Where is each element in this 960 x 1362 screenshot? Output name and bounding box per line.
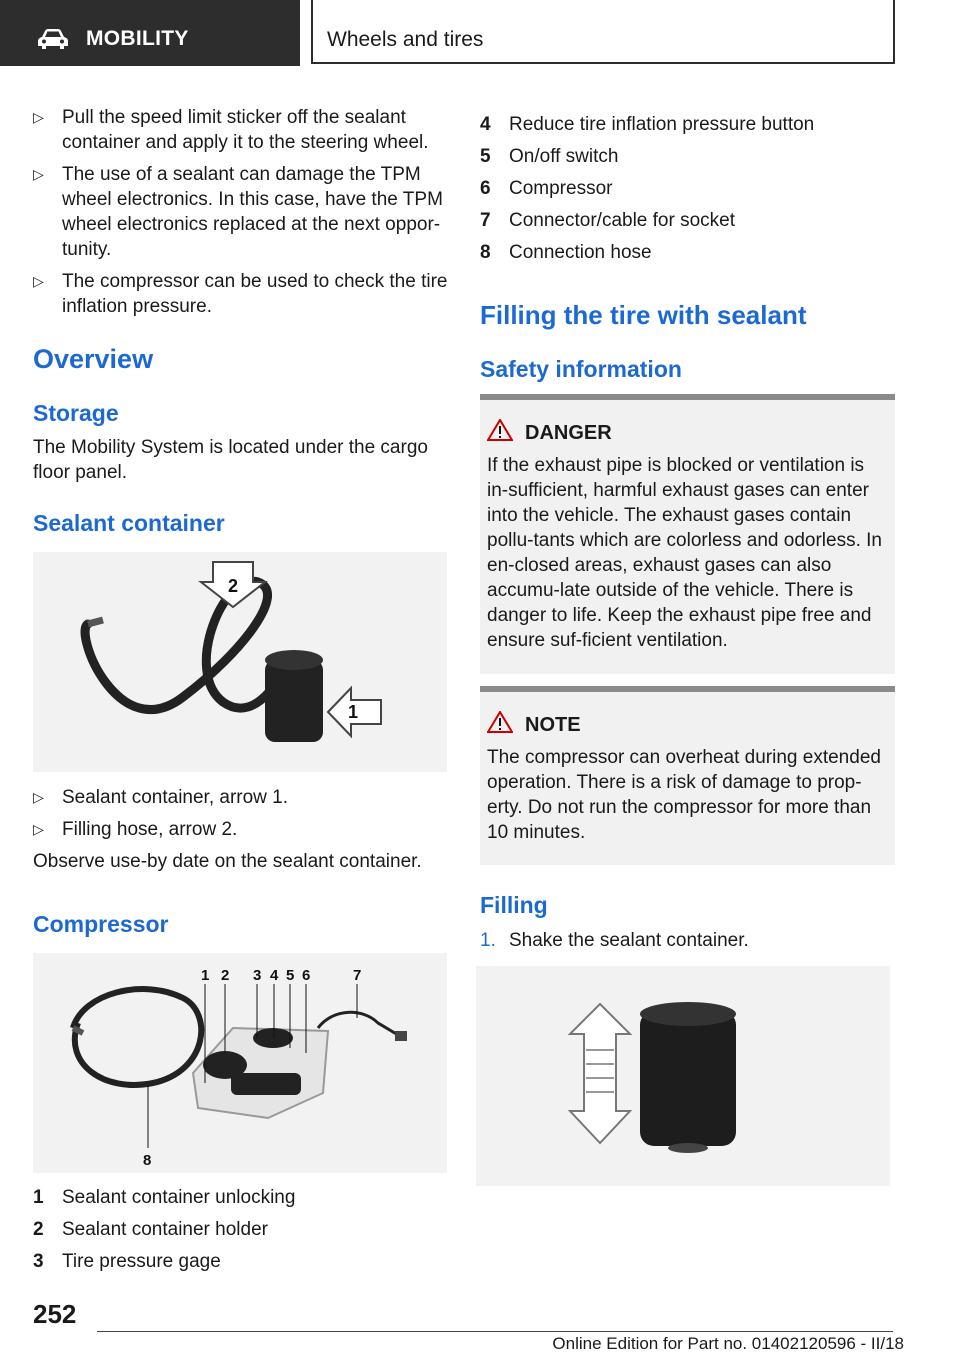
component-list-left [33,1185,453,1281]
callout-label: 8 [143,1152,152,1169]
step-number: 1. [480,930,496,951]
shake-container-figure [476,966,890,1186]
danger-text: If the exhaust pipe is blocked or ventilation is in-sufficient, harmful exhaust gases can enter into the vehicle. The exhaust gases contain pollu-tants which are colorless and odorless. In en-closed areas, exhaust gases can also accumu-late outside of the vehicle. There is danger to life. Keep the exhaust pipe free and ensure suf-ficient ventilation. [487,455,882,651]
callout-label: 1 [201,967,210,984]
sealant-container-illustration [33,552,447,772]
compressor-heading: Compressor [33,911,169,937]
triangle-bullet-icon: ▷ [33,109,44,125]
callout-label: 5 [286,967,295,984]
step-item [480,928,749,953]
filling-heading: Filling the tire with sealant [480,300,807,330]
danger-title: DANGER [525,422,887,445]
callout-label: 3 [253,967,262,984]
triangle-bullet-icon: ▷ [33,166,44,182]
arrow-label: 2 [227,576,239,596]
edition-text: Online Edition for Part no. 01402120596 - II/18 [552,1334,904,1353]
sealant-note: Observe use-by date on the sealant container. [33,851,422,872]
overview-heading: Overview [33,344,154,374]
compressor-illustration [33,953,447,1173]
callout-label: 6 [302,967,311,984]
footer-divider [97,1331,893,1332]
compressor-figure [33,953,447,1173]
callout-label: 2 [221,967,230,984]
section-tab [0,0,300,66]
callout-label: 4 [270,967,279,984]
storage-heading: Storage [33,400,119,426]
filling-subheading: Filling [480,892,548,918]
triangle-bullet-icon: ▷ [33,789,44,805]
left-column [33,105,453,326]
chapter-tab [311,0,895,64]
list-item: ▷ The use of a sealant can damage the TPM wheel electronics. In this case, have the TPM wheel electronics replaced at the next oppor-tunity. [33,164,443,260]
warning-icon [487,419,513,441]
note-title: NOTE [525,714,887,737]
list-item: 5 On/off switch [480,146,619,167]
arrow-label: 1 [347,702,359,722]
list-item: ▷ Sealant container, arrow 1. [33,787,289,808]
chapter-title: Wheels and tires [327,28,484,51]
note-text: The compressor can overheat during extended operation. There is a risk of damage to prop-erty. Do not run the compressor for more than 10 minutes. [487,747,881,843]
note-box [480,686,895,865]
triangle-bullet-icon: ▷ [33,821,44,837]
list-item: ▷ Pull the speed limit sticker off the sealant container and apply it to the steering wheel. [33,107,429,153]
section-title: MOBILITY [86,27,189,50]
step-text: Shake the sealant container. [509,930,749,951]
sealant-heading: Sealant container [33,510,225,536]
shake-illustration [476,966,890,1186]
danger-box [480,394,895,674]
list-item: ▷ The compressor can be used to check the tire inflation pressure. [33,271,448,317]
sealant-container-figure [33,552,447,772]
list-item: 4 Reduce tire inflation pressure button [480,114,815,135]
list-item: 7 Connector/cable for socket [480,210,736,231]
storage-text: The Mobility System is located under the cargo floor panel. [33,437,428,483]
list-item: 2 Sealant container holder [33,1219,268,1240]
list-item: 1 Sealant container unlocking [33,1187,296,1208]
component-list-right [480,112,895,272]
list-item: 3 Tire pressure gage [33,1251,221,1272]
sealant-list [33,785,453,849]
callout-label: 7 [353,967,362,984]
warning-icon [487,711,513,733]
list-item: 6 Compressor [480,178,613,199]
triangle-bullet-icon: ▷ [33,273,44,289]
list-item: 8 Connection hose [480,242,652,263]
safety-heading: Safety information [480,356,682,382]
page-number: 252 [33,1299,77,1329]
car-icon [36,28,70,50]
list-item: ▷ Filling hose, arrow 2. [33,819,238,840]
